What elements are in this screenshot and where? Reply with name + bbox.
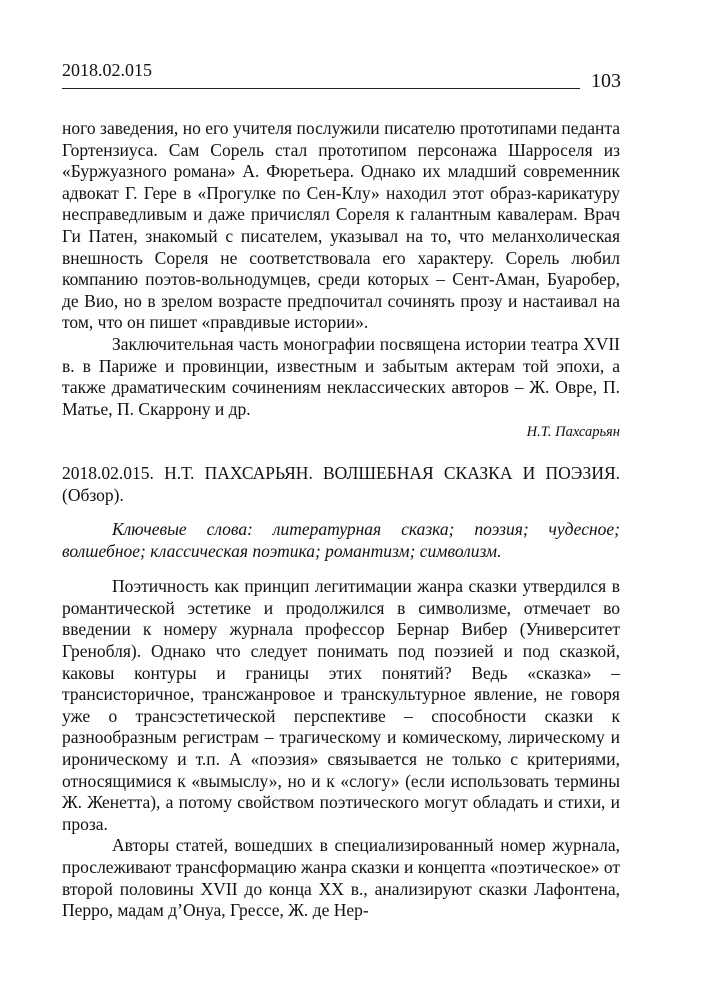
text-body bbox=[62, 118, 620, 922]
paragraph-intro: Поэтичность как принцип легитимации жанра сказки утвердился в романтической эстетике и продолжился в символизме, отмечает во введении к номеру журнала профессор Бернар Вибер (Университет Гренобля). Однако что следует понимать под поэзией и под сказкой, каковы контуры и границы этих понятий? Ведь «сказка» – трансисторичное, трансжанровое и транскультурное явление, не говоря уже о трансэстетической перспективе – способности сказки к разнообразным регистрам – трагическому и комическому, лирическому и ироническому и т.п. А «поэзия» связывается не только с критериями, относящимися к «вымыслу», но и к «слогу» (если использовать термины Ж. Женетта), а потому свойством поэтического могут обладать и стихи, и проза. bbox=[62, 576, 620, 834]
running-header-code: 2018.02.015 bbox=[62, 60, 152, 80]
page-number: 103 bbox=[591, 70, 621, 92]
paragraph-authors: Авторы статей, вошедших в специализированный номер журнала, прослеживают трансформацию жанра сказки и концепта «поэтическое» от второй половины XVII до конца XX в., анализируют сказки Лафонтена, Перро, мадам д’Онуа, Грессе, Ж. де Нер- bbox=[62, 835, 620, 921]
paragraph-continuation: ного заведения, но его учителя послужили писателю прототипами педанта Гортензиуса. Сам Сорель стал прототипом персонажа Шарроселя из «Буржуазного романа» А. Фюретьера. Однако их младший современник адвокат Г. Гере в «Прогулке по Сен-Клу» находил этот образ-карикатуру несправедливым и даже причислял Сореля к галантным кавалерам. Врач Ги Патен, знакомый с писателем, указывал на то, что меланхолическая внешность Сореля не соответствовала его характеру. Сорель любил компанию поэтов-вольнодумцев, среди которых – Сент-Аман, Буаробер, де Вио, но в зрелом возрасте предпочитал сочинять прозу и настаивал на том, что он пишет «правдивые истории». bbox=[62, 118, 620, 333]
article-title: 2018.02.015. Н.Т. ПАХСАРЬЯН. ВОЛШЕБНАЯ СКАЗКА И ПОЭЗИЯ. (Обзор). bbox=[62, 462, 620, 505]
author-signature: Н.Т. Пахсарьян bbox=[526, 424, 620, 441]
keywords: Ключевые слова: литературная сказка; поэзия; чудесное; волшебное; классическая поэтика; романтизм; символизм. bbox=[62, 519, 620, 561]
paragraph-conclusion: Заключительная часть монографии посвящена истории театра XVII в. в Париже и провинции, известным и забытым актерам той эпохи, а также драматическим сочинениям неклассических авторов – Ж. Овре, П. Матье, П. Скаррону и др. bbox=[62, 333, 620, 419]
header-rule bbox=[62, 88, 580, 89]
